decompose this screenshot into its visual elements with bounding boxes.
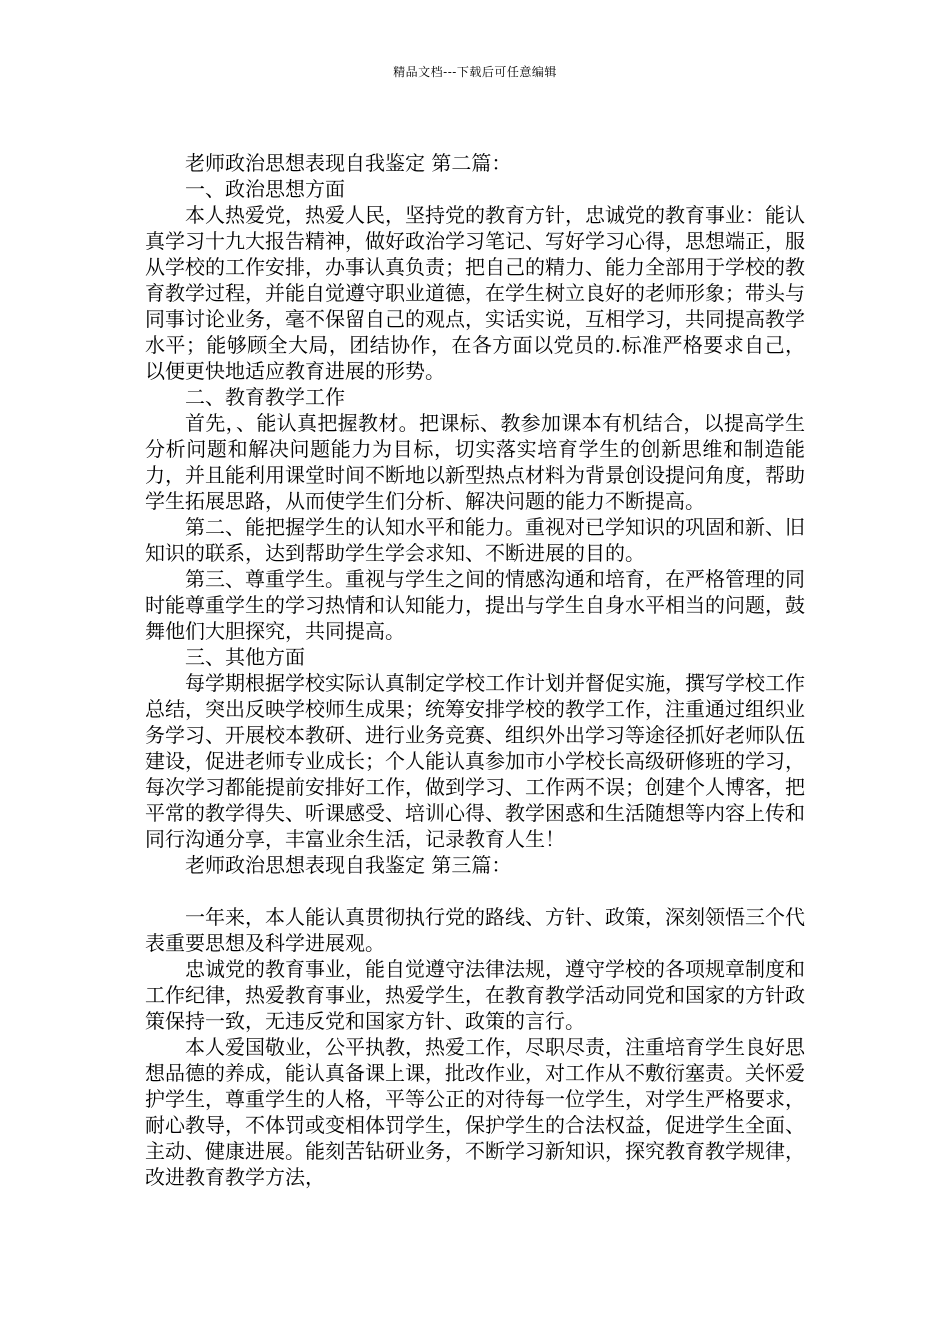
body-paragraph: 忠诚党的教育事业，能自觉遵守法律法规，遵守学校的各项规章制度和工作纪律，热爱教育事业，热爱学生，在教育教学活动同党和国家的方针政策保持一致，无违反党和国家方针、政策的言行。 (145, 957, 805, 1033)
section-heading: 老师政治思想表现自我鉴定 第二篇： (185, 151, 512, 175)
subsection-heading: 二、教育教学工作 (185, 385, 345, 409)
body-paragraph: 一年来，本人能认真贯彻执行党的路线、方针、政策，深刻领悟三个代表重要思想及科学进展观。 (145, 905, 805, 955)
body-paragraph: 本人热爱党，热爱人民，坚持党的教育方针，忠诚党的教育事业：能认真学习十九大报告精神，做好政治学习笔记、写好学习心得，思想端正，服从学校的工作安排，办事认真负责；把自己的精力、能力全部用于学校的教育教学过程，并能自觉遵守职业道德，在学生树立良好的老师形象；带头与同事讨论业务，毫不保留自己的观点，实话实说，互相学习，共同提高教学水平；能够顾全大局，团结协作，在各方面以党员的.标准严格要求自己，以便更快地适应教育进展的形势。 (145, 203, 805, 383)
body-paragraph: 每学期根据学校实际认真制定学校工作计划并督促实施，撰写学校工作总结，突出反映学校师生成果；统筹安排学校的教学工作，注重通过组织业务学习、开展校本教研、进行业务竞赛、组织外出学习等途径抓好老师队伍建设，促进老师专业成长；个人能认真参加市小学校长高级研修班的学习，每次学习都能提前安排好工作，做到学习、工作两不误；创建个人博客，把平常的教学得失、听课感受、培训心得、教学困惑和生活随想等内容上传和同行沟通分享，丰富业余生活，记录教育人生！ (145, 671, 805, 851)
document-body (145, 150, 805, 1190)
body-paragraph: 本人爱国敬业，公平执教，热爱工作，尽职尽责，注重培育学生良好思想品德的养成，能认真备课上课，批改作业，对工作从不敷衍塞责。关怀爱护学生，尊重学生的人格，平等公正的对待每一位学生，对学生严格要求，耐心教导，不体罚或变相体罚学生，保护学生的合法权益，促进学生全面、主动、健康进展。能刻苦钻研业务，不断学习新知识，探究教育教学规律，改进教育教学方法， (145, 1035, 805, 1189)
body-paragraph: 第三、尊重学生。重视与学生之间的情感沟通和培育，在严格管理的同时能尊重学生的学习热情和认知能力，提出与学生自身水平相当的问题，鼓舞他们大胆探究，共同提高。 (145, 567, 805, 643)
body-paragraph: 第二、能把握学生的认知水平和能力。重视对已学知识的巩固和新、旧知识的联系，达到帮助学生学会求知、不断进展的目的。 (145, 515, 805, 565)
body-paragraph: 首先，、能认真把握教材。把课标、教参加课本有机结合，以提高学生分析问题和解决问题能力为目标，切实落实培育学生的创新思维和制造能力，并且能利用课堂时间不断地以新型热点材料为背景创设提问角度，帮助学生拓展思路，从而使学生们分析、解决问题的能力不断提高。 (145, 411, 805, 513)
section-heading: 老师政治思想表现自我鉴定 第三篇： (185, 853, 512, 877)
subsection-heading: 三、其他方面 (185, 645, 305, 669)
page-header: 精品文档---下载后可任意编辑 (393, 65, 557, 79)
subsection-heading: 一、政治思想方面 (185, 177, 345, 201)
